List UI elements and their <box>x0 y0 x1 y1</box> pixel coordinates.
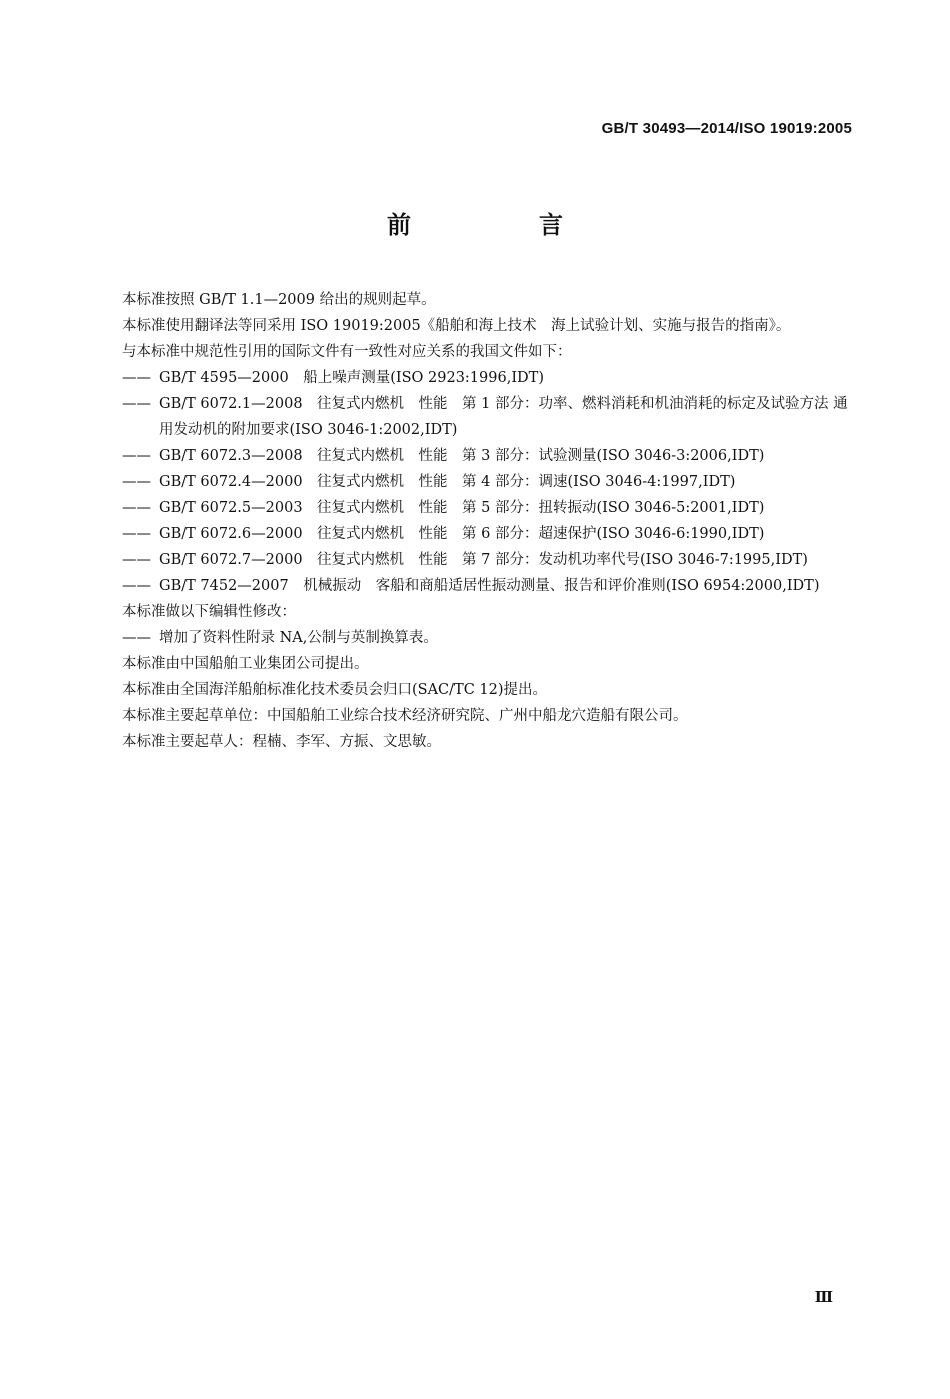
reference-text: GB/T 6072.1—2008 往复式内燃机 性能 第 1 部分：功率、燃料消耗和机油消耗的标定及试验方法 通用发动机的附加要求(ISO 3046-1:2002,IDT) <box>159 396 848 438</box>
list-dash: —— <box>122 448 151 464</box>
paragraph-drafters: 本标准主要起草人：程楠、李军、方振、文思敏。 <box>122 734 441 750</box>
reference-text: GB/T 4595—2000 船上噪声测量(ISO 2923:1996,IDT) <box>159 370 544 386</box>
paragraph-drafting-rules: 本标准按照 GB/T 1.1—2009 给出的规则起草。 <box>122 292 436 308</box>
reference-item <box>92 495 858 521</box>
reference-item <box>92 547 858 573</box>
page-number: Ⅲ <box>814 1288 833 1306</box>
reference-item <box>92 365 858 391</box>
list-dash: —— <box>122 578 151 594</box>
reference-text: GB/T 6072.7—2000 往复式内燃机 性能 第 7 部分：发动机功率代号(ISO 3046-7:1995,IDT) <box>159 552 808 568</box>
modification-text: 增加了资料性附录 NA,公制与英制换算表。 <box>159 630 438 646</box>
paragraph-modifications-intro: 本标准做以下编辑性修改： <box>122 604 296 620</box>
reference-text: GB/T 6072.5—2003 往复式内燃机 性能 第 5 部分：扭转振动(ISO 3046-5:2001,IDT) <box>159 500 765 516</box>
paragraph-committee: 本标准由全国海洋船舶标准化技术委员会归口(SAC/TC 12)提出。 <box>122 682 548 698</box>
list-dash: —— <box>122 552 151 568</box>
reference-text: GB/T 6072.3—2008 往复式内燃机 性能 第 3 部分：试验测量(ISO 3046-3:2006,IDT) <box>159 448 765 464</box>
reference-text: GB/T 6072.4—2000 往复式内燃机 性能 第 4 部分：调速(ISO 3046-4:1997,IDT) <box>159 474 736 490</box>
reference-item <box>92 443 858 469</box>
list-dash: —— <box>122 396 151 412</box>
list-dash: —— <box>122 630 151 646</box>
reference-item <box>92 469 858 495</box>
paragraph-proposer: 本标准由中国船舶工业集团公司提出。 <box>122 656 369 672</box>
paragraph-drafting-units: 本标准主要起草单位：中国船舶工业综合技术经济研究院、广州中船龙穴造船有限公司。 <box>122 708 688 724</box>
reference-item <box>92 391 858 443</box>
list-dash: —— <box>122 474 151 490</box>
reference-text: GB/T 6072.6—2000 往复式内燃机 性能 第 6 部分：超速保护(ISO 3046-6:1990,IDT) <box>159 526 765 542</box>
standard-code: GB/T 30493—2014/ISO 19019:2005 <box>601 120 852 137</box>
list-dash: —— <box>122 526 151 542</box>
reference-item <box>92 573 858 599</box>
list-dash: —— <box>122 500 151 516</box>
paragraph-references-intro: 与本标准中规范性引用的国际文件有一致性对应关系的我国文件如下： <box>122 344 572 360</box>
reference-item <box>92 521 858 547</box>
preface-body <box>92 287 858 755</box>
page-title: 前 言 <box>387 211 615 239</box>
reference-text: GB/T 7452—2007 机械振动 客船和商船适居性振动测量、报告和评价准则(ISO 6954:2000,IDT) <box>159 578 820 594</box>
list-dash: —— <box>122 370 151 386</box>
modification-item <box>92 625 858 651</box>
paragraph-adoption: 本标准使用翻译法等同采用 ISO 19019:2005《船舶和海上技术 海上试验计划、实施与报告的指南》。 <box>122 318 791 334</box>
